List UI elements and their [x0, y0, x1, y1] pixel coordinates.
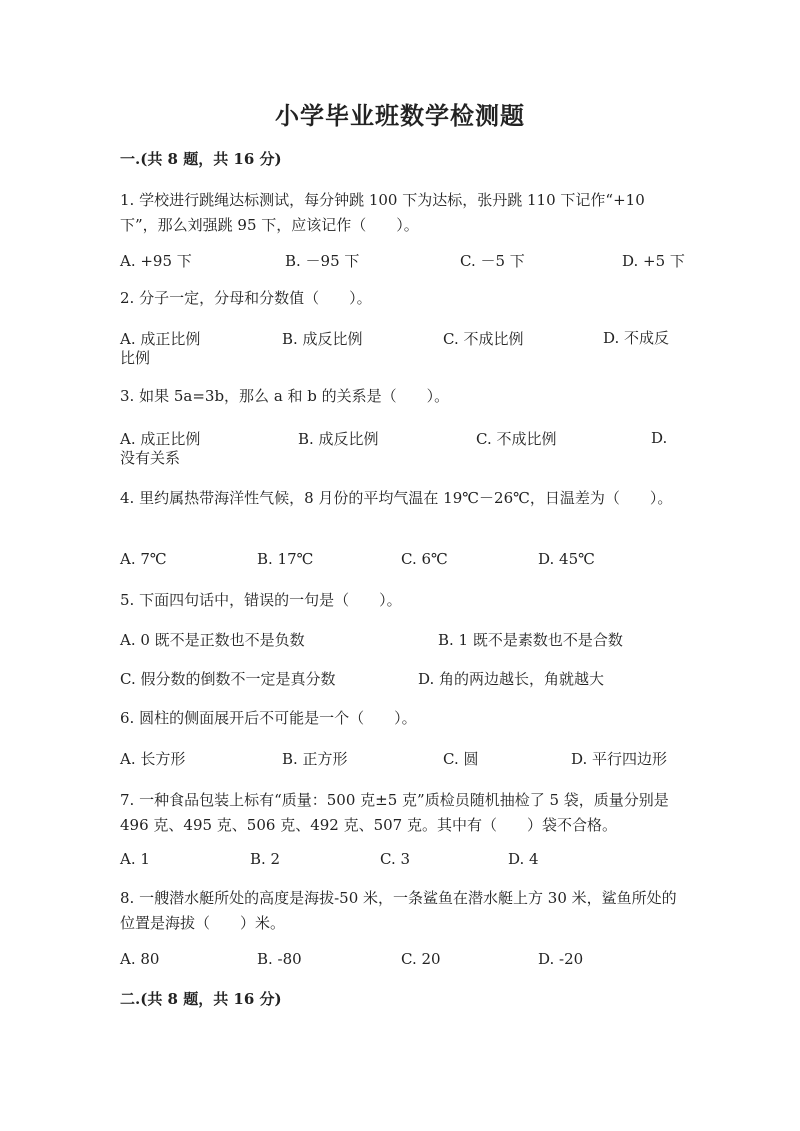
question-8: 8. 一艘潜水艇所处的高度是海拔-50 米，一条鲨鱼在潜水艇上方 30 米，鲨鱼所处的位置是海拔（ ）米。: [120, 889, 677, 932]
option-b: B. 1 既不是素数也不是合数: [438, 631, 623, 649]
question-4: 4. 里约属热带海洋性气候，8 月份的平均气温在 19℃－26℃，日温差为（ ）。: [120, 489, 673, 507]
option-c: C. 不成比例: [443, 330, 524, 348]
option-c: C. 20: [401, 950, 441, 968]
option-d: D. 45℃: [538, 550, 595, 568]
page-title: 小学毕业班数学检测题: [275, 101, 525, 130]
options-q2: [120, 328, 682, 368]
option-a: A. 长方形: [120, 750, 186, 768]
option-a: A. 80: [120, 950, 160, 968]
option-c: C. 6℃: [401, 550, 448, 568]
options-q5-row2: [120, 668, 682, 688]
section-heading-2: 二.(共 8 题，共 16 分): [120, 990, 282, 1008]
option-d: D. +5 下: [622, 252, 685, 270]
options-q4: [120, 550, 682, 590]
option-c: C. 不成比例: [476, 430, 557, 448]
option-d: D. 不成反比例: [120, 329, 670, 367]
option-c: C. 3: [380, 850, 411, 868]
option-d: D. 角的两边越长，角就越大: [418, 670, 605, 688]
option-a: A. 0 既不是正数也不是负数: [120, 631, 305, 649]
option-b: B. -80: [257, 950, 302, 968]
option-d: D. 没有关系: [120, 429, 668, 467]
option-b: B. 正方形: [282, 750, 348, 768]
option-a: A. 7℃: [120, 550, 167, 568]
option-d: D. 4: [508, 850, 539, 868]
question-1: 1. 学校进行跳绳达标测试，每分钟跳 100 下为达标，张丹跳 110 下记作“+10 下”，那么刘强跳 95 下，应该记作（ ）。: [120, 191, 645, 234]
option-b: B. －95 下: [285, 252, 360, 270]
options-q1: [120, 250, 685, 290]
option-d: D. 平行四边形: [571, 750, 668, 768]
option-b: B. 17℃: [257, 550, 314, 568]
option-d: D. -20: [538, 950, 584, 968]
option-a: A. +95 下: [120, 252, 192, 270]
question-6: 6. 圆柱的侧面展开后不可能是一个（ ）。: [120, 709, 417, 727]
option-c: C. －5 下: [460, 252, 525, 270]
section-heading-1: 一.(共 8 题，共 16 分): [120, 150, 282, 168]
option-a: A. 成正比例: [120, 330, 201, 348]
option-b: B. 成反比例: [282, 330, 363, 348]
option-c: C. 圆: [443, 750, 479, 768]
option-b: B. 成反比例: [298, 430, 379, 448]
options-q7: [120, 850, 682, 890]
options-q8: [120, 950, 682, 990]
options-q6: [120, 748, 682, 788]
option-a: A. 成正比例: [120, 430, 201, 448]
question-2: 2. 分子一定，分母和分数值（ ）。: [120, 289, 372, 307]
options-q5-row1: [120, 629, 682, 649]
question-7: 7. 一种食品包装上标有“质量：500 克±5 克”质检员随机抽检了 5 袋，质量分别是 496 克、495 克、506 克、492 克、507 克。其中有（ ）袋不合格。: [120, 791, 669, 834]
option-a: A. 1: [120, 850, 150, 868]
option-b: B. 2: [250, 850, 281, 868]
question-5: 5. 下面四句话中，错误的一句是（ ）。: [120, 591, 402, 609]
options-q3: [120, 428, 682, 468]
question-3: 3. 如果 5a=3b，那么 a 和 b 的关系是（ ）。: [120, 387, 450, 405]
option-c: C. 假分数的倒数不一定是真分数: [120, 670, 336, 688]
